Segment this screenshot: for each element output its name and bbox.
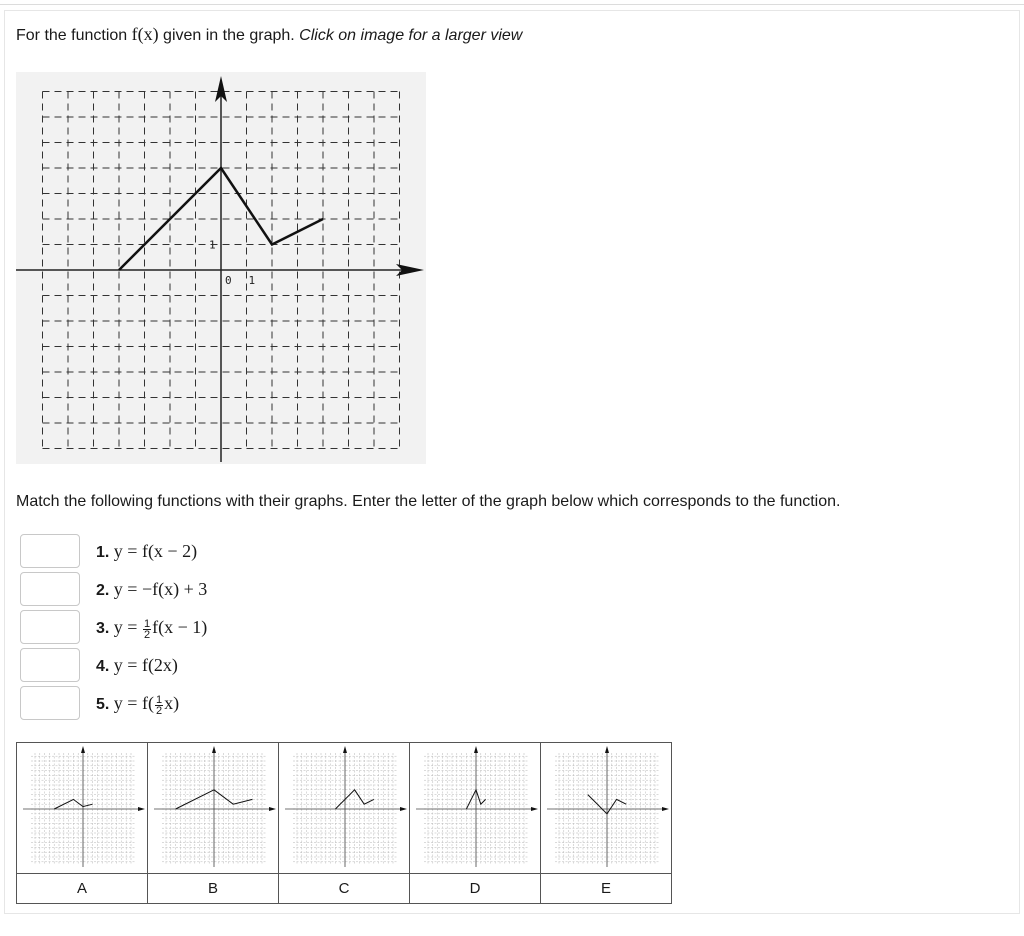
choice-label-a: A (17, 874, 147, 903)
fraction-one-half (143, 619, 151, 640)
fraction-numerator: 1 (143, 618, 151, 630)
thumb-x-arrow (400, 807, 407, 811)
fraction-denominator: 2 (143, 629, 151, 641)
item-number: 3. (96, 620, 110, 637)
choice-graph-e[interactable] (541, 743, 671, 873)
thumb-y-arrow (81, 746, 85, 753)
instructions: Match the following functions with their graphs. Enter the letter of the graph below which corresponds to the function. (16, 493, 841, 510)
item-expression: y = f(x − 2) (113, 541, 198, 561)
choice-graph-b-svg[interactable] (148, 743, 278, 873)
answer-input-5[interactable] (20, 686, 80, 720)
fraction-one-half (155, 695, 163, 716)
top-divider (0, 4, 1024, 5)
function-label-4 (96, 655, 178, 676)
item-expression-suffix: f(x − 1) (152, 617, 208, 637)
choice-label-c: C (279, 874, 409, 903)
item-expression-prefix: y = f( (113, 693, 154, 713)
fraction-numerator: 1 (155, 694, 163, 706)
choice-label-e: E (541, 874, 671, 903)
item-number: 2. (96, 582, 110, 599)
item-expression-prefix: y = (113, 617, 142, 637)
choice-graph-c-svg[interactable] (279, 743, 409, 873)
choice-label-d: D (410, 874, 540, 903)
choice-label-b: B (148, 874, 278, 903)
prompt-hint: Click on image for a larger view (299, 27, 523, 44)
choice-graph-c[interactable] (279, 743, 409, 873)
choice-graphs-table (16, 742, 672, 904)
answer-input-3[interactable] (20, 610, 80, 644)
prompt-lead: For the function (16, 27, 132, 44)
function-label-3 (96, 617, 207, 640)
item-expression: y = f(2x) (113, 655, 178, 675)
thumb-x-arrow (531, 807, 538, 811)
thumb-y-arrow (343, 746, 347, 753)
answer-input-1[interactable] (20, 534, 80, 568)
function-label-1 (96, 541, 197, 562)
choice-graph-d[interactable] (410, 743, 540, 873)
choice-graph-e-svg[interactable] (541, 743, 671, 873)
choice-graph-d-svg[interactable] (410, 743, 540, 873)
item-number: 1. (96, 544, 110, 561)
prompt-function: f(x) (131, 24, 159, 44)
main-graph[interactable] (16, 72, 426, 464)
function-label-2 (96, 579, 207, 600)
thumb-y-arrow (605, 746, 609, 753)
function-label-5 (96, 693, 179, 716)
x-tick-label-1: 1 (248, 274, 256, 287)
choice-graph-a[interactable] (17, 743, 147, 873)
answer-input-4[interactable] (20, 648, 80, 682)
main-graph-svg[interactable] (16, 72, 426, 464)
question-prompt (16, 24, 522, 45)
answer-input-2[interactable] (20, 572, 80, 606)
origin-tick-label: 0 (225, 274, 232, 287)
thumb-x-arrow (138, 807, 145, 811)
fraction-denominator: 2 (155, 705, 163, 717)
choice-graph-b[interactable] (148, 743, 278, 873)
item-expression-suffix: x) (164, 693, 180, 713)
y-tick-label-1: 1 (209, 238, 216, 252)
item-number: 4. (96, 658, 110, 675)
prompt-mid: given in the graph. (158, 27, 300, 44)
item-expression: y = −f(x) + 3 (113, 579, 208, 599)
thumb-y-arrow (474, 746, 478, 753)
item-number: 5. (96, 696, 110, 713)
choice-graph-a-svg[interactable] (17, 743, 147, 873)
thumb-y-arrow (212, 746, 216, 753)
thumb-x-arrow (269, 807, 276, 811)
thumb-x-arrow (662, 807, 669, 811)
